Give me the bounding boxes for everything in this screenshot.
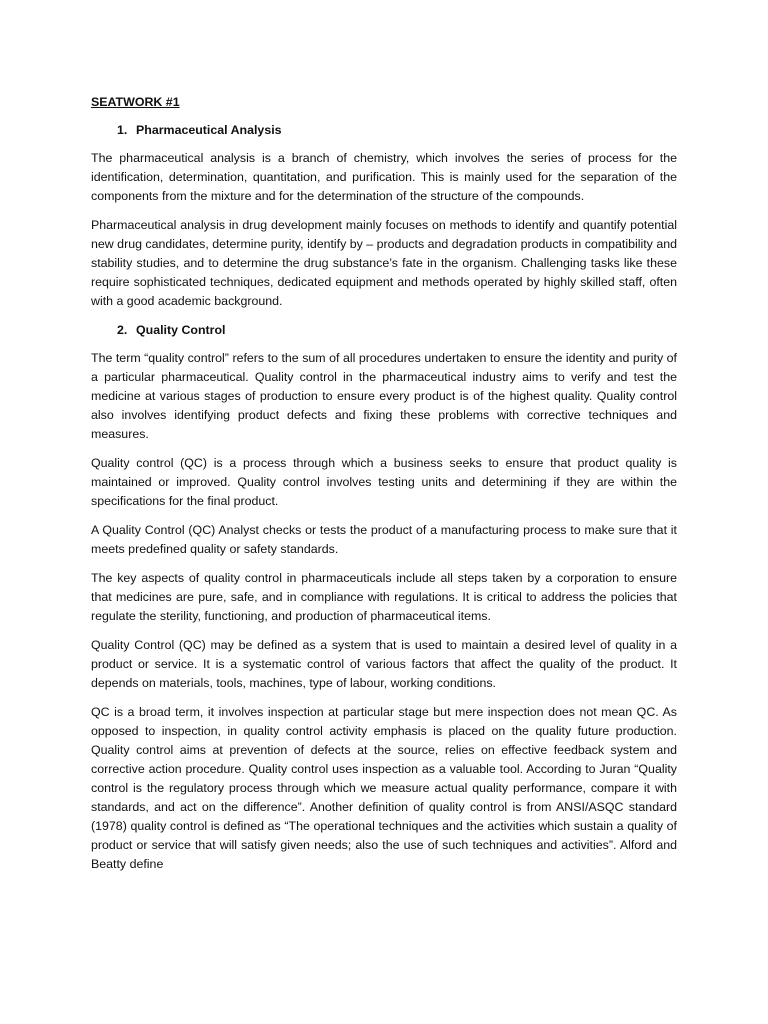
section-title: Quality Control xyxy=(136,323,226,337)
paragraph: Quality Control (QC) may be defined as a system that is used to maintain a desired level of quality in a product or service. It is a systematic control of various factors that affect the quality of the product. It depends on materials, tools, machines, type of labour, working conditions. xyxy=(91,638,677,690)
paragraph: The pharmaceutical analysis is a branch of chemistry, which involves the series of process for the identification, determination, quantitation, and purification. This is mainly used for the separation of the components from the mixture and for the determination of the structure of the compounds. xyxy=(91,151,677,203)
document-title: SEATWORK #1 xyxy=(91,95,180,109)
section-heading-pharmaceutical-analysis xyxy=(91,121,677,140)
paragraph: The term “quality control” refers to the sum of all procedures undertaken to ensure the identity and purity of a particular pharmaceutical. Quality control in the pharmaceutical industry aims to verify and test the medicine at various stages of production to ensure every product is of the highest quality. Quality control also involves identifying product defects and fixing these problems with corrective techniques and measures. xyxy=(91,351,677,441)
paragraph: QC is a broad term, it involves inspection at particular stage but mere inspection does not mean QC. As opposed to inspection, in quality control activity emphasis is placed on the quality future production. Quality control aims at prevention of defects at the source, relies on effective feedback system and corrective action procedure. Quality control uses inspection as a valuable tool. According to Juran “Quality control is the regulatory process through which we measure actual quality performance, compare it with standards, and act on the difference”. Another definition of quality control is from ANSI/ASQC standard (1978) quality control is defined as “The operational techniques and the activities which sustain a quality of product or service that will satisfy given needs; also the use of such techniques and activities”. Alford and Beatty define xyxy=(91,705,677,871)
section-number: 1. xyxy=(117,123,128,137)
document-page xyxy=(91,93,677,884)
section-heading-quality-control xyxy=(91,321,677,340)
paragraph: Pharmaceutical analysis in drug development mainly focuses on methods to identify and quantify potential new drug candidates, determine purity, identify by – products and degradation products in compatibility and stability studies, and to determine the drug substance’s fate in the organism. Challenging tasks like these require sophisticated techniques, dedicated equipment and methods operated by highly skilled staff, often with a good academic background. xyxy=(91,218,677,308)
paragraph: A Quality Control (QC) Analyst checks or tests the product of a manufacturing process to make sure that it meets predefined quality or safety standards. xyxy=(91,523,677,556)
paragraph: The key aspects of quality control in pharmaceuticals include all steps taken by a corporation to ensure that medicines are pure, safe, and in compliance with regulations. It is critical to address the policies that regulate the sterility, functioning, and production of pharmaceutical items. xyxy=(91,571,677,623)
section-title: Pharmaceutical Analysis xyxy=(136,123,282,137)
paragraph: Quality control (QC) is a process through which a business seeks to ensure that product quality is maintained or improved. Quality control involves testing units and determining if they are within the specifications for the final product. xyxy=(91,456,677,508)
section-number: 2. xyxy=(117,323,128,337)
